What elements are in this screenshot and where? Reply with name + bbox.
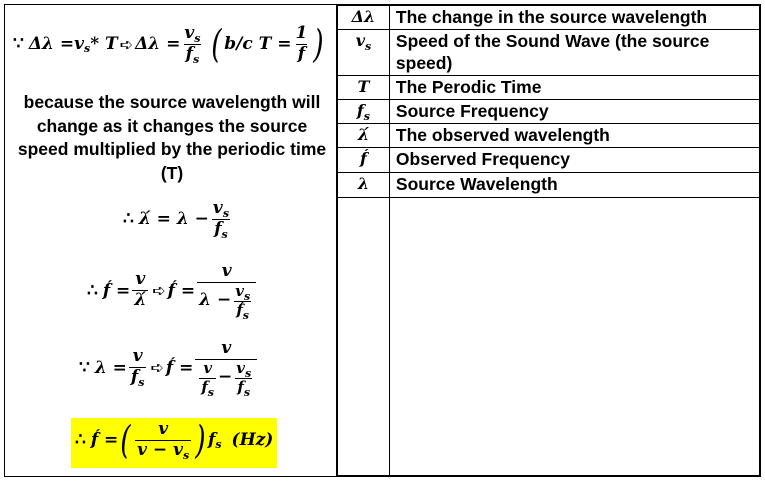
because-symbol: ∵	[13, 34, 24, 55]
equation-final-observed-frequency: ∴ f́ = ( $\frac{v}{v - v_s}$ ) f s (Hz)	[75, 418, 274, 463]
table-row-empty	[338, 198, 760, 476]
fraction-vs-over-fs: $\frac{v_s}{f_s}$	[184, 23, 201, 66]
table-row: $v_s$ Speed of the Sound Wave (the source speed)	[338, 30, 760, 76]
table-row: λ́ The observed wavelength	[338, 124, 760, 148]
table-row: Δλ The change in the source wavelength	[338, 6, 760, 30]
table-row: $f_s$ Source Frequency	[338, 100, 760, 124]
symbol-legend-panel	[337, 5, 760, 476]
implies-arrow-icon: ➪	[119, 34, 134, 54]
implies-arrow-icon: ➪	[152, 281, 166, 301]
table-row: λ Source Wavelength	[338, 173, 760, 198]
content-frame	[4, 4, 761, 477]
derivation-panel	[5, 5, 337, 476]
table-row: f́ Observed Frequency	[338, 148, 760, 173]
explanation-text: because the source wavelength will change as it changes the source speed multiplied by the periodic time (T)	[17, 92, 327, 183]
equation-source-wavelength-substitution: ∵ λ = $\frac{v}{f_s}$ ➪ f́ = v $\frac{v}{f_s}$ − $\frac{v_s}{f_s}$	[79, 340, 259, 395]
period-note: b/c T =	[224, 34, 292, 55]
unit-label: (Hz)	[231, 430, 274, 451]
implies-arrow-icon: ➪	[150, 358, 164, 378]
table-row: T The Perodic Time	[338, 76, 760, 100]
equation-observed-frequency-substitution: ∴ f́ = $\frac{v}{\lambdá}$ ➪ f́ = v λ − $\frac{v_s}{f́_s}$	[87, 263, 258, 318]
equation-change-in-wavelength: ∵ Δλ = v s * T ➪ Δλ = $\frac{v_s}{f_s}$ ( b/c T = $\frac{1}{f}$ )	[13, 22, 324, 67]
equation-observed-wavelength: ∴ λ́ = λ − $\frac{v_s}{f_s}$	[123, 198, 230, 241]
symbol-legend-table	[337, 5, 760, 476]
